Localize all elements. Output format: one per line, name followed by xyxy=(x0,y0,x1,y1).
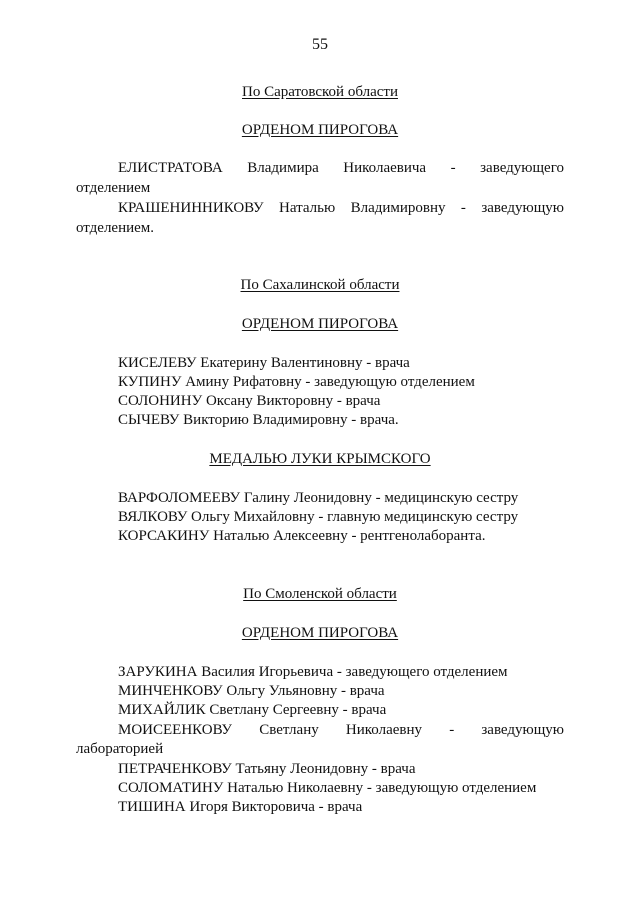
justified-word: ЕЛИСТРАТОВА xyxy=(118,160,223,176)
award-heading-luka-krymsky: МЕДАЛЬЮ ЛУКИ КРЫМСКОГО xyxy=(209,451,431,467)
justified-word: заведующего xyxy=(480,160,564,176)
justified-word: Владимира xyxy=(247,160,319,176)
region-heading-sakhalin: По Сахалинской области xyxy=(240,277,400,293)
entry: ВАРФОЛОМЕЕВУ Галину Леонидовну - медицинскую сестру xyxy=(118,490,519,506)
justified-word: Наталью xyxy=(279,200,336,216)
justified-word: заведующую xyxy=(481,722,564,738)
entry: КИСЕЛЕВУ Екатерину Валентиновну - врача xyxy=(118,355,410,371)
justified-word: заведующую xyxy=(481,200,564,216)
justified-word: КРАШЕНИННИКОВУ xyxy=(118,200,264,216)
justified-word: - xyxy=(449,722,455,738)
entry-moiseenkova-cont: лабораторией xyxy=(76,741,164,757)
award-heading-pirogov: ОРДЕНОМ ПИРОГОВА xyxy=(241,625,399,641)
entry-moiseenkova xyxy=(118,722,564,739)
entry: ВЯЛКОВУ Ольгу Михайловну - главную медицинскую сестру xyxy=(118,509,519,525)
region-heading-saratov: По Саратовской области xyxy=(242,84,398,100)
justified-word: Николаевича xyxy=(343,160,427,176)
entry-krasheninnikova-cont: отделением. xyxy=(76,220,155,236)
justified-word: Владимировну xyxy=(350,200,446,216)
justified-word: Николаевну xyxy=(345,722,423,738)
entry: СОЛОНИНУ Оксану Викторовну - врача xyxy=(118,393,381,409)
justified-word: Светлану xyxy=(259,722,319,738)
entry: КОРСАКИНУ Наталью Алексеевну - рентгенолаборанта. xyxy=(118,528,486,544)
award-heading-pirogov: ОРДЕНОМ ПИРОГОВА xyxy=(241,316,399,332)
entry: СЫЧЕВУ Викторию Владимировну - врача. xyxy=(118,412,399,428)
justified-word: - xyxy=(460,200,466,216)
entry: СОЛОМАТИНУ Наталью Николаевну - заведующую отделением xyxy=(118,780,537,796)
entry: ПЕТРАЧЕНКОВУ Татьяну Леонидовну - врача xyxy=(118,761,416,777)
region-heading-smolensk: По Смоленской области xyxy=(243,586,397,602)
entry: МИХАЙЛИК Светлану Сергеевну - врача xyxy=(118,702,387,718)
entry: КУПИНУ Амину Рифатовну - заведующую отделением xyxy=(118,374,475,390)
entry-krasheninnikova xyxy=(118,200,564,217)
entry: ТИШИНА Игоря Викторовича - врача xyxy=(118,799,363,815)
justified-word: МОИСЕЕНКОВУ xyxy=(118,722,233,738)
entry-elistratov xyxy=(118,160,564,177)
entry-elistratov-cont: отделением xyxy=(76,180,151,196)
page-number: 55 xyxy=(312,36,328,53)
entry: ЗАРУКИНА Василия Игорьевича - заведующего отделением xyxy=(118,664,508,680)
justified-word: - xyxy=(450,160,456,176)
entry: МИНЧЕНКОВУ Ольгу Ульяновну - врача xyxy=(118,683,385,699)
award-heading-pirogov: ОРДЕНОМ ПИРОГОВА xyxy=(241,122,399,138)
